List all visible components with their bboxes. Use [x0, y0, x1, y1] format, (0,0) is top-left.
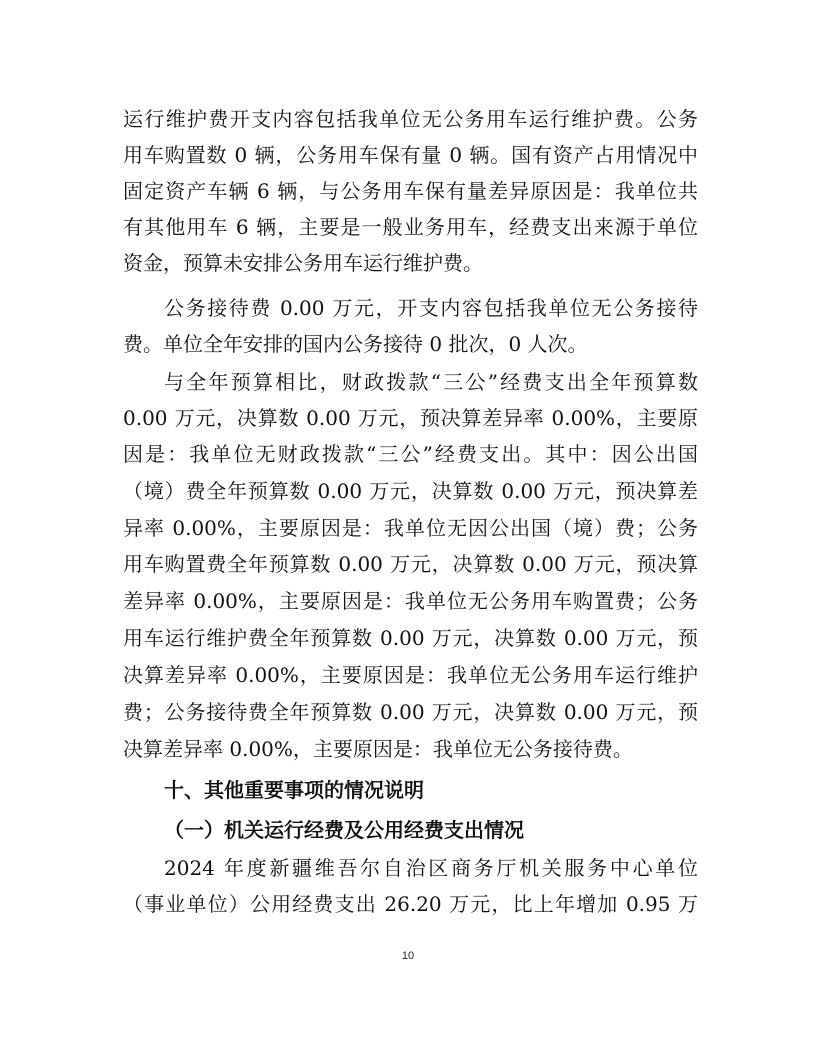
paragraph-line: 异率 0.00%，主要原因是：我单位无因公出国（境）费；公务: [123, 516, 698, 540]
paragraph-line: 0.00 万元，决算数 0.00 万元，预决算差异率 0.00%，主要原: [123, 406, 698, 430]
paragraph-line: 差异率 0.00%，主要原因是：我单位无公务用车购置费；公务: [123, 589, 698, 613]
paragraph-line: 固定资产车辆 6 辆，与公务用车保有量差异原因是：我单位共: [123, 179, 698, 203]
paragraph-line: 决算差异率 0.00%，主要原因是：我单位无公务接待费。: [123, 737, 633, 761]
subsection-heading: （一）机关运行经费及公用经费支出情况: [164, 818, 524, 842]
paragraph-line: 资金，预算未安排公务用车运行维护费。: [123, 251, 483, 275]
page-number: 10: [401, 950, 415, 962]
section-heading: 十、其他重要事项的情况说明: [164, 778, 424, 802]
paragraph-line: 运行维护费开支内容包括我单位无公务用车运行维护费。公务: [123, 107, 698, 131]
paragraph-line: 用车购置数 0 辆，公务用车保有量 0 辆。国有资产占用情况中: [123, 143, 698, 167]
paragraph-line: 决算差异率 0.00%，主要原因是：我单位无公务用车运行维护: [123, 663, 698, 687]
paragraph-line: 用车运行维护费全年预算数 0.00 万元，决算数 0.00 万元，预: [123, 626, 698, 650]
paragraph-line: 2024 年度新疆维吾尔自治区商务厅机关服务中心单位: [164, 856, 698, 880]
paragraph-line: 因是：我单位无财政拨款“三公”经费支出。其中：因公出国: [123, 442, 698, 466]
paragraph-line: 用车购置费全年预算数 0.00 万元，决算数 0.00 万元，预决算: [123, 552, 698, 576]
paragraph-line: （事业单位）公用经费支出 26.20 万元，比上年增加 0.95 万: [123, 892, 698, 916]
paragraph-line: 公务接待费 0.00 万元，开支内容包括我单位无公务接待: [164, 296, 698, 320]
paragraph-line: 与全年预算相比，财政拨款“三公”经费支出全年预算数: [164, 370, 698, 394]
paragraph-line: 费；公务接待费全年预算数 0.00 万元，决算数 0.00 万元，预: [123, 700, 698, 724]
paragraph-line: 费。单位全年安排的国内公务接待 0 批次，0 人次。: [123, 332, 588, 356]
paragraph-line: （境）费全年预算数 0.00 万元，决算数 0.00 万元，预决算差: [123, 479, 698, 503]
paragraph-line: 有其他用车 6 辆，主要是一般业务用车，经费支出来源于单位: [123, 215, 698, 239]
